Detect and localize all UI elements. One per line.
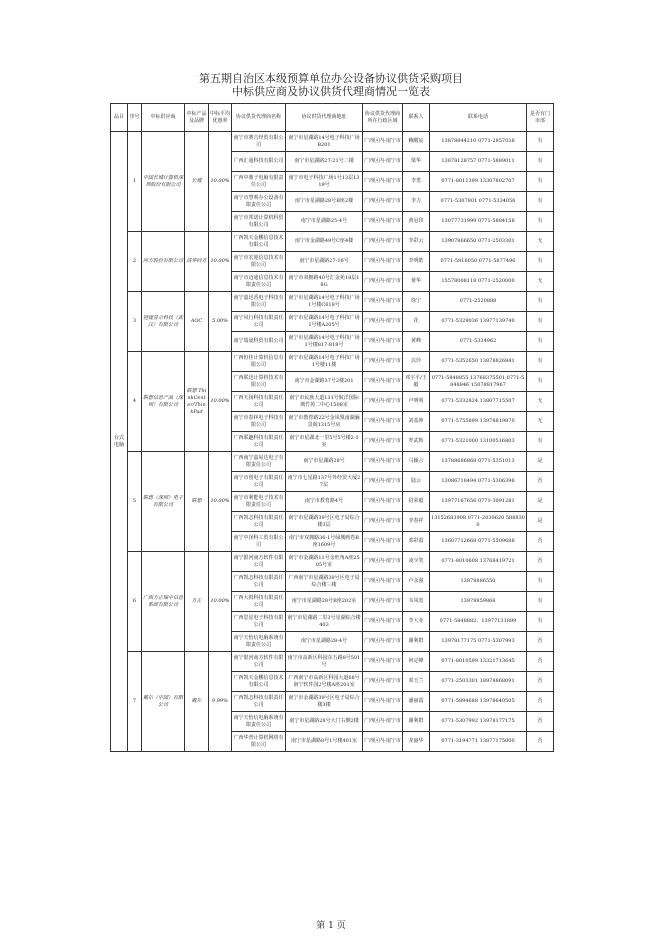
group-number: 5 — [128, 452, 142, 552]
agent-region: 广西区内-南宁市 — [363, 732, 403, 752]
agent-region: 广西区内-南宁市 — [363, 532, 403, 552]
agent-address: 南宁市金湖路37号2楼201 — [286, 372, 363, 392]
agent-store: 是 — [527, 512, 554, 532]
agent-store: 否 — [527, 652, 554, 672]
agent-name: 南宁市创电子有限责任公司 — [232, 472, 286, 492]
agent-address: 南宁市星湖北一里5号5号楼2-1室 — [286, 432, 363, 452]
agent-name: 广西南宁嘉易达电子有限责任公司 — [232, 452, 286, 472]
agent-region: 广西区内-南宁市 — [363, 492, 403, 512]
agent-name: 南宁天怡信电脑系统有限责任公司 — [232, 712, 286, 732]
agent-contact: 李春祥 — [403, 512, 430, 532]
agent-address: 南宁市民族大道131号航洋国际城竹苑二中心1508室 — [286, 392, 363, 412]
agent-address: 南宁市七星路137号外经贸大厦27层 — [286, 472, 363, 492]
agent-contact: 韦凤宽 — [403, 592, 430, 612]
column-header: 中标平均优惠率 — [209, 104, 232, 132]
agent-contact: 陆云 — [403, 472, 430, 492]
agent-address: 南宁市星湖路25-4号 — [286, 212, 363, 232]
agent-store: 有 — [527, 172, 554, 192]
agent-region: 广西区内-南宁市 — [363, 132, 403, 152]
brand-cell: AOC — [185, 292, 209, 352]
agent-address: 南宁市双拥路36-1号绿城画卷B座1609号 — [286, 532, 363, 552]
agent-phone: 0771-5816050 0771-5877496 — [430, 252, 527, 272]
agent-store: 有 — [527, 332, 554, 352]
agent-contact: 邓彩霞 — [403, 532, 430, 552]
supplier-name: 中国长城计算机深圳股份有限公司 — [142, 132, 185, 232]
agent-name: 广西天扬科技有限责任公司 — [232, 392, 286, 412]
agent-contact: 邓宇平/王毅 — [403, 372, 430, 392]
table-row — [111, 552, 554, 572]
agent-name: 南宁嘉迅香电子科技有限公司 — [232, 292, 286, 312]
group-number: 6 — [128, 552, 142, 652]
agent-region: 广西区内-南宁市 — [363, 672, 403, 692]
agent-address: 南宁市金湖路49号C座4楼 — [286, 232, 363, 252]
agent-region: 广西区内-南宁市 — [363, 292, 403, 312]
agent-address: 南宁市星湖路二里3号星湖综合楼403 — [286, 612, 363, 632]
agent-phone: 0771-3194771 13877175000 — [430, 732, 527, 752]
agent-name: 南宁市赛吉经贸有限公司 — [232, 132, 286, 152]
agent-region: 广西区内-南宁市 — [363, 272, 403, 292]
agent-region: 广西区内-南宁市 — [363, 572, 403, 592]
discount-rate: 10.00% — [209, 452, 232, 552]
document-title — [0, 72, 662, 98]
agent-store: 有 — [527, 192, 554, 212]
agent-phone: 13086718494 0771-5306396 — [430, 472, 527, 492]
agent-address: 南宁市星湖路8号1号楼401室 — [286, 732, 363, 752]
agent-contact: 李明皓 — [403, 252, 430, 272]
agent-name: 广西大拇科技有限责任公司 — [232, 592, 286, 612]
agent-name: 南宁风行科技有限责任公司 — [232, 312, 286, 332]
agent-store: 无 — [527, 232, 554, 252]
agent-region: 广西区内-南宁市 — [363, 392, 403, 412]
agent-region: 广西区内-南宁市 — [363, 472, 403, 492]
agent-store: 有 — [527, 132, 554, 152]
discount-rate: 10.00% — [209, 352, 232, 452]
agent-region: 广西区内-南宁市 — [363, 612, 403, 632]
column-header: 联系人 — [403, 104, 430, 132]
supplier-name: 同方股份有限公司 — [142, 232, 185, 292]
agent-contact: 招荣毅 — [403, 492, 430, 512]
agent-contact: 徐宁 — [403, 292, 430, 312]
discount-rate: 10.00% — [209, 232, 232, 292]
agent-store: 否 — [527, 632, 554, 652]
agent-address: 南宁市教育路22号金凤凰南湖骊景阁1315号房 — [286, 412, 363, 432]
table-row — [111, 292, 554, 312]
agent-address: 南宁市星湖路28号 — [286, 452, 363, 472]
agent-phone: 0771-8010599 13321713645 — [430, 652, 527, 672]
agent-contact: 黄峰 — [403, 332, 430, 352]
agent-address: 南宁市星湖路28号大门右侧2楼 — [286, 712, 363, 732]
agent-name: 南宁中泽科工贸有限公司 — [232, 532, 286, 552]
brand-cell: 长城 — [185, 132, 209, 232]
agent-store: 否 — [527, 472, 554, 492]
group-number: 2 — [128, 232, 142, 292]
agent-phone: 13788686868 0771-5351013 — [430, 452, 527, 472]
agent-region: 广西区内-南宁市 — [363, 372, 403, 392]
agent-phone: 15578008118 0771-2520000 — [430, 272, 527, 292]
agent-contact: 梁华 — [403, 152, 430, 172]
agent-phone: 13978177175 0771-5307993 — [430, 632, 527, 652]
agent-region: 广西区内-南宁市 — [363, 192, 403, 212]
table-row — [111, 452, 554, 472]
agent-phone: 0771-5321000 13100516803 — [430, 432, 527, 452]
agent-contact: 马颖言 — [403, 452, 430, 472]
agent-store: 有 — [527, 312, 554, 332]
agent-phone: 13878128757 0771-5889011 — [430, 152, 527, 172]
discount-rate: 10.00% — [209, 132, 232, 232]
agent-phone: 13077731999 0771-5884158 — [430, 212, 527, 232]
agent-store: 否 — [527, 712, 554, 732]
agent-address: 南宁市星湖路27-16号 — [286, 252, 363, 272]
page-number: 第 1 页 — [316, 921, 346, 931]
agent-address: 南宁市星湖路28-4号 — [286, 632, 363, 652]
agent-name: 南宁市迈通信息技术有限责任公司 — [232, 272, 286, 292]
agent-store: 有 — [527, 212, 554, 232]
agent-region: 广西区内-南宁市 — [363, 152, 403, 172]
agent-contact: 凌少笑 — [403, 552, 430, 572]
supplier-name: 广西方正瑞中信息系统有限公司 — [142, 552, 185, 652]
agent-address: 南宁市星湖路28号B座2楼 — [286, 192, 363, 212]
brand-cell: 戴尔 — [185, 652, 209, 752]
column-header: 协议供货代理商名称 — [232, 104, 286, 132]
group-number: 1 — [128, 132, 142, 232]
agent-contact: 李勇 — [403, 172, 430, 192]
agent-address: 南宁市星湖路14号电子科技广场B201 — [286, 132, 363, 152]
brand-cell: 联想 ThinkCenter/ThinkPad — [185, 352, 209, 452]
agent-name: 广西凯天金鹏信息技术有限公司 — [232, 232, 286, 252]
agent-contact: 以玲 — [403, 352, 430, 372]
agent-store: 无 — [527, 412, 554, 432]
agent-phone: 0771-2503301 18978868091 — [430, 672, 527, 692]
agent-contact: 潘丽霞 — [403, 692, 430, 712]
agent-contact: 李彩云 — [403, 232, 430, 252]
agent-name: 南宁市慧观办公设备有限责任公司 — [232, 192, 286, 212]
agent-region: 广西区内-南宁市 — [363, 212, 403, 232]
agent-store: 否 — [527, 672, 554, 692]
agent-contact: 邓玉兰 — [403, 672, 430, 692]
agent-store: 有 — [527, 252, 554, 272]
agent-name: 广西恒佳计算机信息有限公司 — [232, 352, 286, 372]
agent-region: 广西区内-南宁市 — [363, 172, 403, 192]
supplier-name: 冠捷显示科技（武汉）有限公司 — [142, 292, 185, 352]
agent-region: 广西区内-南宁市 — [363, 332, 403, 352]
agent-contact: 何定峰 — [403, 652, 430, 672]
agent-region: 广西区内-南宁市 — [363, 652, 403, 672]
agent-store: 否 — [527, 552, 554, 572]
discount-rate: 5.00% — [209, 292, 232, 352]
agent-contact: 李力 — [403, 192, 430, 212]
supplier-name: 戴尔（中国）有限公司 — [142, 652, 185, 752]
agent-name: 广西凯志科技有限责任公司 — [232, 512, 286, 532]
column-header: 是否有门市部 — [527, 104, 554, 132]
agent-name: 南宁瑞晟科贸有限公司 — [232, 332, 286, 352]
agent-name: 南宁天怡信电脑系统有限责任公司 — [232, 632, 286, 652]
agent-contact: 龙丽华 — [403, 732, 430, 752]
agent-store: 有 — [527, 572, 554, 592]
agent-region: 广西区内-南宁市 — [363, 252, 403, 272]
agent-store: 是 — [527, 492, 554, 512]
column-header: 中标产品及品牌 — [185, 104, 209, 132]
agent-phone: 0771-2520888 — [430, 292, 527, 312]
table-row — [111, 132, 554, 152]
agent-region: 广西区内-南宁市 — [363, 352, 403, 372]
agent-store: 否 — [527, 532, 554, 552]
agent-contact: 谢利群 — [403, 632, 430, 652]
agent-address: 南宁市星湖路14号电子科技广场1号楼C618号 — [286, 292, 363, 312]
agent-phone: 0771-8011399 13307802707 — [430, 172, 527, 192]
agent-store: 否 — [527, 692, 554, 712]
agent-region: 广西区内-南宁市 — [363, 412, 403, 432]
column-header: 协议供货代理商所在行政区域 — [363, 104, 403, 132]
agent-contact: 刘基坤 — [403, 412, 430, 432]
agent-contact: 卢永强 — [403, 572, 430, 592]
agent-store: 有 — [527, 292, 554, 312]
agent-store: 有 — [527, 152, 554, 172]
agent-phone: 13878844210 0771-2857038 — [430, 132, 527, 152]
column-header: 中标供应商 — [142, 104, 185, 132]
agent-phone: 13977167656 0771-3091281 — [430, 492, 527, 512]
agent-address: 南宁市双拥路40号汇金苑18层18G — [286, 272, 363, 292]
table-body — [111, 132, 554, 752]
agent-region: 广西区内-南宁市 — [363, 592, 403, 612]
agent-region: 广西区内-南宁市 — [363, 632, 403, 652]
agent-phone: 13607712668 0771-5509688 — [430, 532, 527, 552]
agent-phone: 0771-5334962 — [430, 332, 527, 352]
category-cell: 台式电脑 — [111, 132, 128, 752]
agent-region: 广西区内-南宁市 — [363, 512, 403, 532]
agent-store: 否 — [527, 732, 554, 752]
agent-contact: 花 — [403, 312, 430, 332]
agent-name: 广西凯志科技有限责任公司 — [232, 692, 286, 712]
agent-contact: 谢利群 — [403, 712, 430, 732]
discount-rate: 9.99% — [209, 652, 232, 752]
agent-name: 广西联趣科技有限责任公司 — [232, 432, 286, 452]
table-header-row — [111, 104, 554, 132]
agent-address: 南宁市高新区科园东五路8号501号 — [286, 652, 363, 672]
agent-name: 广西中鼎子电脑有限责任公司 — [232, 172, 286, 192]
agent-store: 无 — [527, 272, 554, 292]
discount-rate: 10.00% — [209, 552, 232, 652]
agent-address: 南宁市教育路4号 — [286, 492, 363, 512]
table-row — [111, 652, 554, 672]
brand-cell: 清华同方 — [185, 232, 209, 292]
agent-store: 有 — [527, 612, 554, 632]
agent-phone: 0771-5332824 13807715507 — [430, 392, 527, 412]
group-number: 3 — [128, 292, 142, 352]
agent-address: 南宁市星湖路39号区电子局综合楼3层 — [286, 512, 363, 532]
agent-phone: 0771-5848882、13977131899 — [430, 612, 527, 632]
agent-phone: 0771-5894688 13978640505 — [430, 692, 527, 712]
agent-address: 南宁市金湖路39号区电子局综合楼3楼 — [286, 692, 363, 712]
agent-address: 南宁市星湖路14号电子科技广场1号楼817-818号 — [286, 332, 363, 352]
agent-store: 有 — [527, 372, 554, 392]
agent-address: 南宁市电子科技广场1号13层1319号 — [286, 172, 363, 192]
agent-name: 南宁市邦诺计算机科贸有限公司 — [232, 212, 286, 232]
agent-table — [110, 103, 554, 752]
agent-phone: 0771-5329036 13977139740 — [430, 312, 527, 332]
agent-phone: 0771-5755899 13978819870 — [430, 412, 527, 432]
agent-name: 广西汇通科技有限公司 — [232, 152, 286, 172]
agent-region: 广西区内-南宁市 — [363, 552, 403, 572]
agent-name: 南宁市春林电子科技有限公司 — [232, 412, 286, 432]
agent-contact: 黄华 — [403, 272, 430, 292]
agent-region: 广西区内-南宁市 — [363, 312, 403, 332]
agent-phone: 13878886550 — [430, 572, 527, 592]
column-header: 序号 — [128, 104, 142, 132]
column-header: 品目 — [111, 104, 128, 132]
agent-phone: 13978859868 — [430, 592, 527, 612]
agent-phone: 0771-5307992 13978177175 — [430, 712, 527, 732]
brand-cell: 联想 — [185, 452, 209, 552]
agent-contact: 黄冠印 — [403, 212, 430, 232]
agent-contact: 罗武辉 — [403, 432, 430, 452]
group-number: 4 — [128, 352, 142, 452]
agent-name: 南宁市宏迎信息技术有限公司 — [232, 252, 286, 272]
agent-phone: 0771-5352650 13878826841 — [430, 352, 527, 372]
agent-contact: 赖醒宸 — [403, 132, 430, 152]
agent-name: 南宁银河南方软件有限公司 — [232, 652, 286, 672]
agent-name: 南宁银河南方软件有限公司 — [232, 552, 286, 572]
agent-phone: 0771-8010608 13768419721 — [430, 552, 527, 572]
column-header: 协议供货代理商地址 — [286, 104, 363, 132]
agent-name: 广西思星电子科技有限公司 — [232, 612, 286, 632]
column-header: 联系电话 — [430, 104, 527, 132]
supplier-name: 联想（深圳）电子有限公司 — [142, 452, 185, 552]
agent-name: 广西华普计算机网络有限公司 — [232, 732, 286, 752]
agent-address: 南宁市金湖路11号金旺角A座2505号室 — [286, 552, 363, 572]
title-line-1: 第五期自治区本级预算单位办公设备协议供货采购项目 — [199, 72, 463, 85]
agent-address: 南宁市星湖路14号电子科技广场1号楼A205号 — [286, 312, 363, 332]
agent-phone: 0771-5848855 13768375501;0771-5848846 15078817967 — [430, 372, 527, 392]
agent-region: 广西区内-南宁市 — [363, 452, 403, 472]
agent-store: 有 — [527, 592, 554, 612]
agent-phone: 13907866650 0771-2503301 — [430, 232, 527, 252]
agent-region: 广西区内-南宁市 — [363, 692, 403, 712]
agent-phone: 0771-5307801 0771-5334056 — [430, 192, 527, 212]
agent-address: 南宁市星湖路27-21号二楼 — [286, 152, 363, 172]
agent-region: 广西区内-南宁市 — [363, 712, 403, 732]
table-row — [111, 232, 554, 252]
agent-store: 是 — [527, 452, 554, 472]
title-line-2: 中标供应商及协议供货代理商情况一览表 — [232, 85, 430, 98]
group-number: 7 — [128, 652, 142, 752]
agent-contact: 李大业 — [403, 612, 430, 632]
agent-name: 广西联迅计算机技术有限公司 — [232, 372, 286, 392]
agent-region: 广西区内-南宁市 — [363, 232, 403, 252]
agent-name: 广西凯志科技有限责任公司 — [232, 572, 286, 592]
table-row — [111, 352, 554, 372]
agent-contact: 卢明明 — [403, 392, 430, 412]
agent-address: 广西南宁市高新区科园大道68号南宁软件园2号楼A座201室 — [286, 672, 363, 692]
supplier-name: 联想信息产品（深圳）有限公司 — [142, 352, 185, 452]
agent-name: 广西凯天金鹏信息技术有限公司 — [232, 672, 286, 692]
agent-store: 有 — [527, 352, 554, 372]
agent-name: 南宁市利能电子技术有限责任公司 — [232, 492, 286, 512]
brand-cell: 方正 — [185, 552, 209, 652]
agent-store: 有 — [527, 432, 554, 452]
agent-store: 无 — [527, 392, 554, 412]
agent-region: 广西区内-南宁市 — [363, 432, 403, 452]
agent-phone: 13152683908 0771-2030620 5888300 — [430, 512, 527, 532]
agent-address: 南宁市星湖路14号电子科技广场1号楼11楼 — [286, 352, 363, 372]
agent-address: 广西南宁市星湖路39号区电子局综合楼三楼 — [286, 572, 363, 592]
agent-address: 南宁市星湖路28号B座202室 — [286, 592, 363, 612]
